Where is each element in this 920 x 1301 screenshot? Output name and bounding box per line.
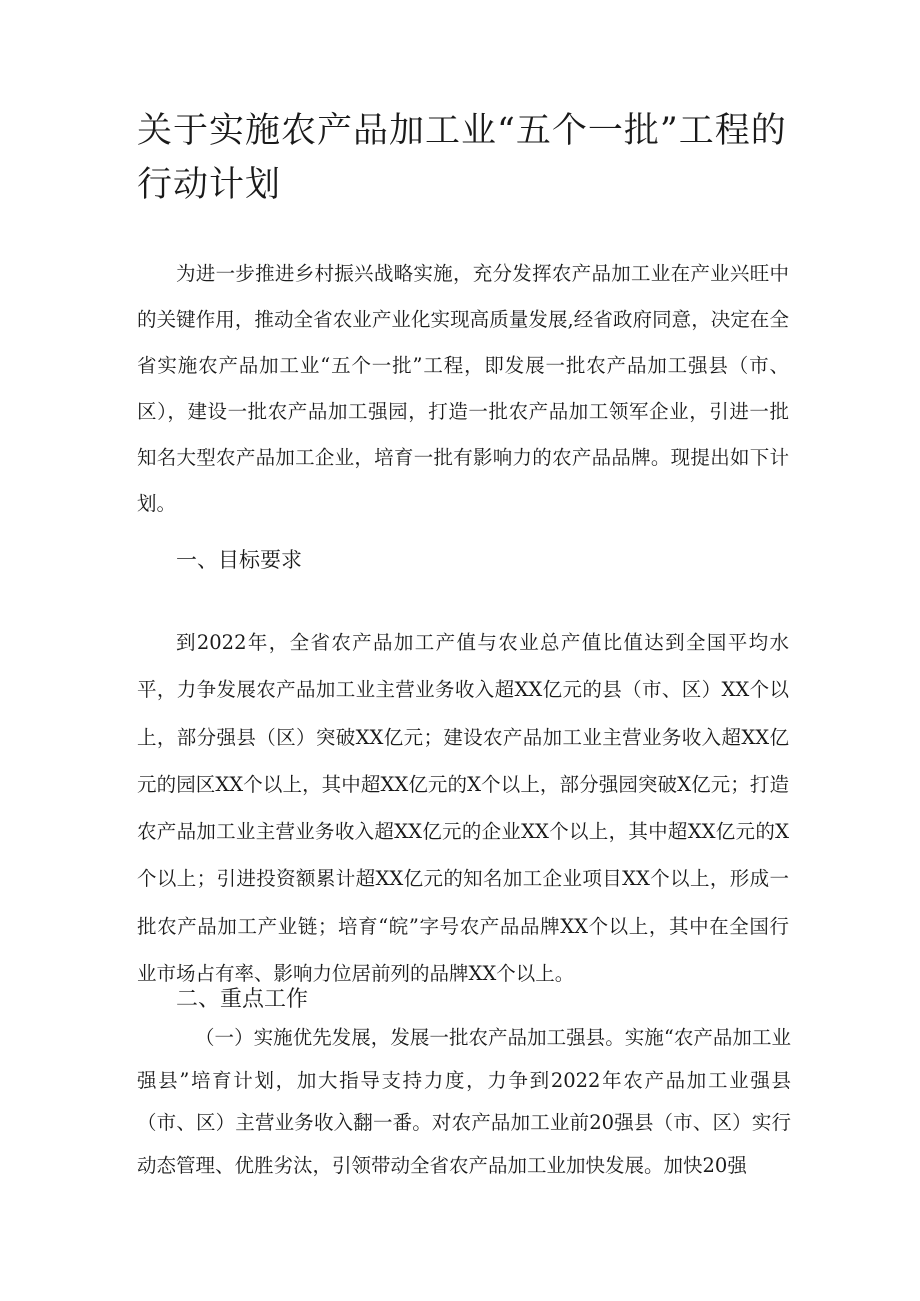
intro-paragraph: 为进一步推进乡村振兴战略实施，充分发挥农产品加工业在产业兴旺中的关键作用，推动全省农业产业化实现高质量发展,经省政府同意，决定在全省实施农产品加工业“五个一批”工程，即发展一批农产品加工强县（市、区），建设一批农产品加工强园，打造一批农产品加工领军企业，引进一批知名大型农产品加工企业，培育一批有影响力的农产品品牌。现提出如下计划。 [137,262,789,515]
section-heading-key-work: 二、重点工作 [176,987,309,1012]
goals-paragraph: 到2022年，全省农产品加工产值与农业总产值比值达到全国平均水平，力争发展农产品加工业主营业务收入超XX亿元的县（市、区）XX个以上，部分强县（区）突破XX亿元；建设农产品加工业主营业务收入超XX亿元的园区XX个以上，其中超XX亿元的X个以上，部分强园突破X亿元；打造农产品加工业主营业务收入超XX亿元的企业XX个以上，其中超XX亿元的X个以上；引进投资额累计超XX亿元的知名加工企业项目XX个以上，形成一批农产品加工产业链；培育“皖”字号农产品品牌XX个以上，其中在全国行业市场占有率、影响力位居前列的品牌XX个以上。 [137,631,789,986]
section-heading-goals: 一、目标要求 [176,548,302,572]
document-title: 关于实施农产品加工业“五个一批”工程的行动计划 [137,111,787,205]
key-work-item-1: （一）实施优先发展，发展一批农产品加工强县。实施“农产品加工业强县”培育计划，加大指导支持力度，力争到2022年农产品加工业强县（市、区）主营业务收入翻一番。对农产品加工业前20强县（市、区）实行动态管理、优胜劣汰，引领带动全省农产品加工业加快发展。加快20强 [137,1026,791,1177]
